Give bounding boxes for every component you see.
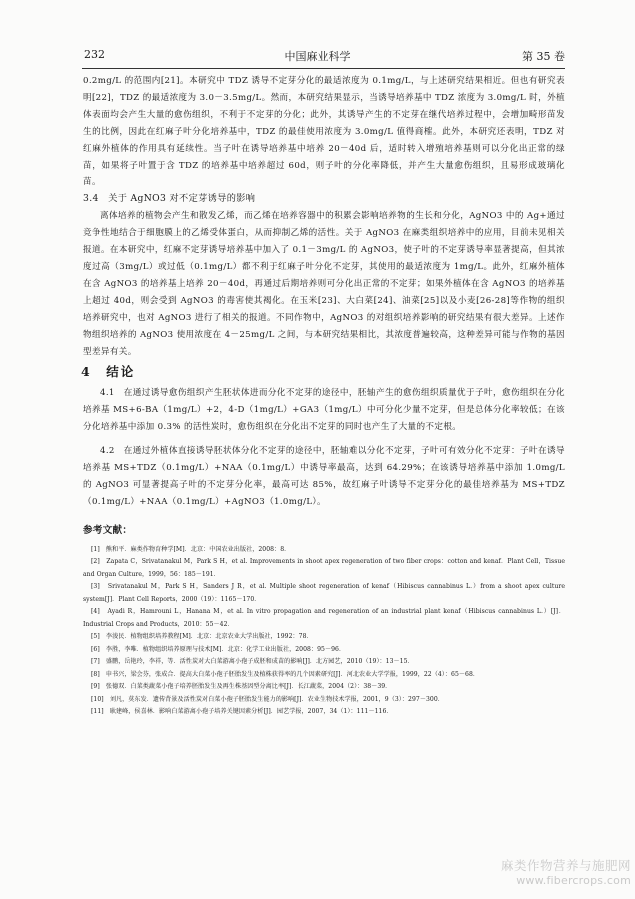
- reference-list: [83, 544, 565, 719]
- reference-item: [5] 李浚民．植物组织培养教程[M]．北京：北京农业大学出版社，1992：78．: [91, 633, 313, 641]
- reference-item: [6] 李胜，李唯．植物组织培养原理与技术[M]．北京：化学工业出版社，2008：95－96．: [91, 645, 346, 653]
- volume-label: 第 35 卷: [522, 50, 565, 63]
- reference-item: [8] 申书兴，梁会芬，张成合．提高大白菜小孢子胚胎发生及植株获得率的几个因素研究[J]．河北农业大学学报，1999，22（4）：65－68．: [91, 670, 480, 678]
- journal-title: 中国麻业科学: [284, 50, 351, 63]
- references-title: 参考文献：: [83, 524, 133, 536]
- reference-item: [4] Ayadi R，Hamrouni L，Hanana M，et al. In vitro propagation and regeneration of an industrial plant kenaf（Hibiscus cannabinus L.）[J]．Industrial Crops and Products，2010：55－42．: [83, 608, 565, 628]
- conclusion-4-1: 4.1 在通过诱导愈伤组织产生胚状体进而分化不定芽的途径中，胚轴产生的愈伤组织质量优于子叶，愈伤组织在分化培养基 MS+6-BA（1mg/L）+2，4-D（1mg/L）+GA3（1mg/L）中可分化少量不定芽，但是总体分化率较低；在该分化培养基中添加 0.3% 的活性炭时，愈伤组织在分化出不定芽的同时也产生了大量的不定根。: [83, 388, 565, 433]
- paragraph-gap: [83, 436, 565, 443]
- watermark-site-name: 麻类作物营养与施肥网: [500, 858, 631, 873]
- watermark-url: www.fibercrops.com: [516, 874, 631, 887]
- reference-item: [11] 耿建峰，侯喜林．影响白菜游离小孢子培养关键因素分析[J]．园艺学报，2007，34（1）：111－116．: [91, 708, 393, 716]
- paragraph-agno3: 离体培养的植物会产生和散发乙烯，而乙烯在培养容器中的积累会影响培养物的生长和分化，AgNO3 中的 Ag+通过竞争性地结合于细胞膜上的乙烯受体蛋白，从而抑制乙烯的活性。关于 AgNO3 在麻类组织培养中的应用，目前未见相关报道。在本研究中，红麻不定芽诱导培养基中加入了 0.1－3mg/L 的 AgNO3，使子叶的不定芽诱导率显著提高，但其浓度过高（3mg/L）或过低（0.1mg/L）都不利于红麻子叶分化不定芽，其使用的最适浓度为 1mg/L。此外，红麻外植体在含 AgNO3 的培养基上培养 20－40d，再通过后期培养则可分化出正常的不定芽；如果外植体在含 AgNO3 的培养基上超过 40d，则会受到 AgNO3 的毒害使其褐化。在玉米[23]、大白菜[24]、油菜[25]以及小麦[26-28]等作物的组织培养研究中，也对 AgNO3 进行了相关的报道。不同作物中，AgNO3 的对组织培养影响的研究结果有很大差异。上述作物组织培养的 AgNO3 使用浓度在 4－25mg/L 之间，与本研究结果相比，其浓度普遍较高，这种差异可能与作物的基因型差异有关。: [83, 211, 565, 357]
- section-4-heading: 4 结论: [81, 364, 136, 380]
- reference-item: [10] 刘凡，莫东发．遗传背景及活性炭对白菜小孢子胚胎发生能力的影响[J]．农业生物技术学报，2001，9（3）：297－300．: [91, 695, 444, 703]
- reference-item: [1] 熊和平．麻类作物育种学[M]．北京：中国农业出版社，2008：8．: [91, 545, 291, 553]
- site-watermark: [501, 856, 631, 887]
- page-number: 232: [84, 48, 105, 61]
- article-body: [83, 73, 565, 719]
- header-rule: [82, 68, 565, 69]
- paragraph-continuation: 0.2mg/L 的范围内[21]。本研究中 TDZ 诱导不定芽分化的最适浓度为 0.1mg/L，与上述研究结果相近。但也有研究表明[22]，TDZ 的最适浓度为 3.0－3.5mg/L。然而，本研究结果显示，当诱导培养基中 TDZ 浓度为 3.0mg/L 时，外植体表面均会产生大量的愈伤组织，不利于不定芽的分化；此外，其诱导产生的不定芽在继代培养过程中，会增加畸形苗发生的比例，因此在红麻子叶分化培养基中，TDZ 的最佳使用浓度为 3.0mg/L 值得商榷。此外，本研究还表明，TDZ 对红麻外植体的作用具有延续性。当子叶在诱导培养基中培养 20－40d 后，适时转入增殖培养基则可以分化出正常的绿苗，如果将子叶置于含 TDZ 的培养基中培养超过 60d，则子叶的分化率降低，并产生大量愈伤组织，且易形成玻璃化苗。: [83, 76, 565, 188]
- reference-item: [2] Zapata C，Srivatanakul M，Park S H，et al. Improvements in shoot apex regeneration of two fiber crops：cotton and kenaf．Plant Cell，Tissue and Organ Culture，1999，56：185－191．: [83, 558, 565, 578]
- reference-item: [3] Srivatanakul M，Park S H，Sanders J R，et al. Multiple shoot regeneration of kenaf（Hibiscus cannabinus L.）from a shoot apex culture system[J]．Plant Cell Reports，2000（19）：1165－170．: [83, 583, 565, 603]
- reference-item: [9] 张德双．白菜类蔬菜小孢子培养胚胎发生及再生株基因型分离比率[J]．长江蔬菜，2004（2）：38－39．: [91, 683, 392, 691]
- reference-item: [7] 盛鹏，岳艳玲，李祥，等．活性炭对大白菜游离小孢子成胚和成苗的影响[J]．北方园艺，2010（19）：13－15．: [91, 658, 414, 666]
- conclusion-4-2: 4.2 在通过外植体直接诱导胚状体分化不定芽的途径中，胚轴难以分化不定芽，子叶可有效分化不定芽：子叶在诱导培养基 MS+TDZ（0.1mg/L）+NAA（0.1mg/L）中诱导率最高，达到 64.29%；在该诱导培养基中添加 1.0mg/L 的 AgNO3 可显著提高子叶的不定芽分化率，最高可达 85%，故红麻子叶诱导不定芽分化的最佳培养基为 MS+TDZ（0.1mg/L）+NAA（0.1mg/L）+AgNO3（1.0mg/L）。: [83, 446, 565, 507]
- section-3-4-heading: 3.4 关于 AgNO3 对不定芽诱导的影响: [83, 193, 256, 205]
